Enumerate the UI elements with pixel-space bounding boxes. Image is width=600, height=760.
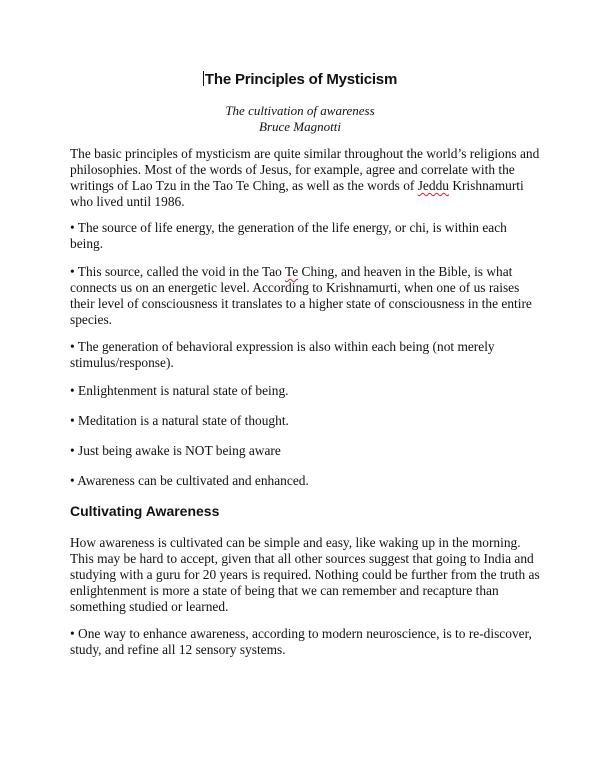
author-line[interactable]: Bruce Magnotti [259,119,341,134]
misspelled-word[interactable]: Jeddu [417,178,449,193]
bullet-text-end: Ching, and heaven in the Bible, is what connects us on an energetic level. According to Krishnamurti, when one of us raises their level of consciousness it translates to a higher state of consciousness in the entire species. [70,264,532,327]
title-text[interactable]: The Principles of Mysticism [204,71,398,88]
bullet-paragraph[interactable]: • Just being awake is NOT being aware [70,443,281,458]
bullet-paragraph[interactable]: • The source of life energy, the generation of the life energy, or chi, is within each being. [70,220,507,251]
bullet-text-start: • This source, called the void in the Tao [70,264,285,279]
bullet-paragraph[interactable]: • Enlightenment is natural state of being. [70,383,289,398]
subtitle-line[interactable]: The cultivation of awareness [225,103,375,118]
intro-text-end: Krishnamurti who lived until 1986. [70,178,524,209]
intro-paragraph[interactable] [70,146,540,210]
body-paragraph[interactable]: How awareness is cultivated can be simple and easy, like waking up in the morning. This may be hard to accept, given that all other sources suggest that going to India and studying with a guru for 20 years is required. Nothing could be further from the truth as enlightenment is more a state of being that we can remember and recapture than something studied or learned. [70,535,540,614]
document-title [0,71,600,88]
intro-text-start: The basic principles of mysticism are quite similar throughout the world’s religions and philosophies. Most of the words of Jesus, for example, agree and correlate with the writings of Lao Tzu in the Tao Te Ching, as well as the words of [70,146,540,193]
bullet-paragraph[interactable] [70,264,540,328]
text-cursor [203,71,204,86]
section-heading[interactable]: Cultivating Awareness [70,503,220,519]
document-subtitle [0,103,600,135]
bullet-paragraph[interactable]: • Awareness can be cultivated and enhanced. [70,473,309,488]
bullet-paragraph[interactable]: • Meditation is a natural state of thought. [70,413,289,428]
misspelled-word[interactable]: Te [284,264,299,279]
bullet-paragraph[interactable]: • One way to enhance awareness, according to modern neuroscience, is to re-discover, study, and refine all 12 sensory systems. [70,626,532,657]
bullet-paragraph[interactable]: • The generation of behavioral expression is also within each being (not merely stimulus/response). [70,339,495,370]
